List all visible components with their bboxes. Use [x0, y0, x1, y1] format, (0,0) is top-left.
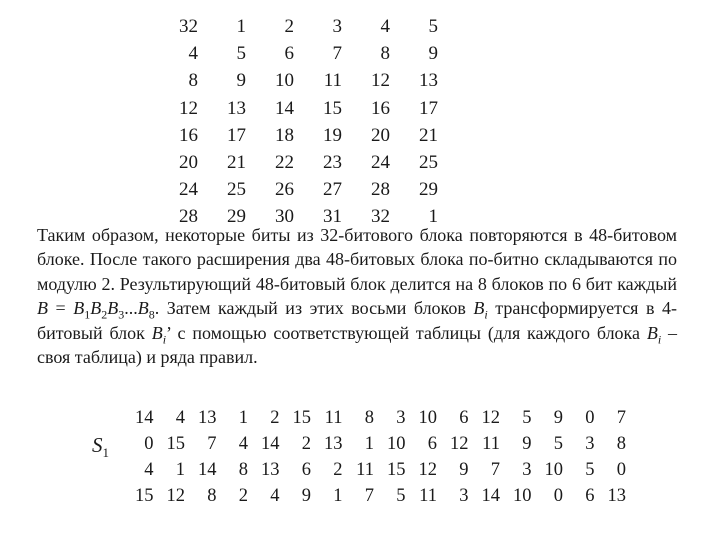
expansion-cell: 32	[371, 206, 390, 228]
expansion-cell: 25	[227, 179, 246, 201]
sbox-cell: 9	[459, 460, 469, 480]
sbox-cell: 0	[616, 460, 626, 480]
sbox-cell: 12	[166, 486, 185, 506]
description-paragraph	[37, 223, 677, 369]
sbox-row	[122, 405, 626, 431]
expansion-cell: 13	[227, 97, 246, 119]
sbox-cell: 3	[396, 408, 406, 428]
expansion-row	[168, 40, 438, 67]
sbox-cell: 8	[364, 408, 374, 428]
expansion-cell: 18	[275, 124, 294, 146]
expansion-cell: 20	[371, 124, 390, 146]
expansion-cell: 4	[188, 43, 198, 65]
sbox-cell: 12	[418, 460, 437, 480]
expansion-cell: 7	[332, 43, 342, 65]
sbox-row	[122, 457, 626, 483]
sbox-cell: 0	[553, 486, 563, 506]
expansion-cell: 16	[371, 97, 390, 119]
expansion-cell: 6	[284, 43, 294, 65]
expansion-cell: 16	[179, 124, 198, 146]
sbox-cell: 14	[481, 486, 500, 506]
sbox-cell: 4	[238, 434, 248, 454]
sbox-cell: 10	[544, 460, 563, 480]
sbox-row	[122, 483, 626, 509]
expansion-cell: 10	[275, 70, 294, 92]
sbox-cell: 5	[553, 434, 563, 454]
sbox-cell: 4	[270, 486, 280, 506]
expansion-cell: 13	[419, 70, 438, 92]
sbox-cell: 11	[482, 434, 500, 454]
expansion-cell: 24	[371, 152, 390, 174]
sbox-cell: 5	[396, 486, 406, 506]
expansion-cell: 28	[179, 206, 198, 228]
sbox-cell: 11	[324, 408, 343, 428]
expansion-cell: 5	[428, 16, 438, 37]
sbox-cell: 5	[522, 408, 532, 428]
expansion-cell: 19	[323, 124, 342, 146]
sbox-cell: 7	[490, 460, 500, 480]
expansion-cell: 9	[428, 43, 438, 65]
sbox-cell: 1	[238, 408, 248, 428]
sbox-cell: 2	[238, 486, 248, 506]
sbox-cell: 15	[292, 408, 311, 428]
expansion-cell: 28	[371, 179, 390, 201]
sbox-cell: 1	[364, 434, 374, 454]
expansion-row	[168, 13, 438, 40]
sbox-cell: 14	[198, 460, 217, 480]
expansion-cell: 15	[323, 97, 342, 119]
sbox-cell: 7	[207, 434, 217, 454]
sbox-cell: 13	[607, 486, 626, 506]
expansion-cell: 21	[419, 124, 438, 146]
sbox-cell: 13	[261, 460, 280, 480]
sbox-cell: 1	[175, 460, 185, 480]
expansion-cell: 1	[428, 206, 438, 228]
expansion-cell: 8	[380, 43, 390, 65]
sbox-cell: 3	[522, 460, 532, 480]
sbox-cell: 2	[301, 434, 311, 454]
sbox-cell: 7	[616, 408, 626, 428]
expansion-cell: 20	[179, 152, 198, 174]
expansion-cell: 5	[236, 43, 246, 65]
expansion-row	[168, 149, 438, 176]
sbox-cell: 4	[175, 408, 185, 428]
expansion-row	[168, 67, 438, 94]
sbox-cell: 13	[324, 434, 343, 454]
sbox-cell: 0	[585, 408, 595, 428]
expansion-row	[168, 122, 438, 149]
sbox-cell: 0	[144, 434, 154, 454]
sbox-cell: 8	[207, 486, 217, 506]
expansion-cell: 1	[236, 16, 246, 37]
expansion-cell: 17	[227, 124, 246, 146]
sbox-cell: 5	[585, 460, 595, 480]
expansion-cell: 21	[227, 152, 246, 174]
sbox-cell: 1	[333, 486, 343, 506]
paragraph-text: Таким образом, некоторые биты из 32-битового блока повторяются в 48-битовом блоке. После такого расширения два 48-битовых блока по-битно складываются по модулю 2. Результирующий 48-битовый блок делится на 8 блоков по 6 бит каждый $B = B_1B_2B_3...B_8$. Затем каждый из этих восьми блоков $B_i$ трансформируется в 4-битовый блок $B_i$’ с помощью соответствующей таблицы (для каждого блока $B_i$ – своя таблица) и ряда правил.	[37, 225, 677, 368]
sbox-cell: 8	[238, 460, 248, 480]
expansion-cell: 25	[419, 152, 438, 174]
expansion-cell: 30	[275, 206, 294, 228]
expansion-cell: 11	[323, 70, 342, 92]
expansion-cell: 2	[284, 16, 294, 37]
sbox-cell: 9	[301, 486, 311, 506]
sbox-cell: 6	[585, 486, 595, 506]
expansion-cell: 26	[275, 179, 294, 201]
expansion-cell: 23	[323, 152, 342, 174]
sbox-cell: 12	[450, 434, 469, 454]
sbox-cell: 14	[135, 408, 154, 428]
expansion-cell: 32	[179, 16, 198, 37]
sbox-cell: 3	[459, 486, 469, 506]
sbox-cell: 10	[387, 434, 406, 454]
expansion-cell: 27	[323, 179, 342, 201]
sbox-cell: 15	[387, 460, 406, 480]
sbox-cell: 11	[356, 460, 374, 480]
sbox-cell: 6	[427, 434, 437, 454]
expansion-cell: 24	[179, 179, 198, 201]
expansion-cell: 17	[419, 97, 438, 119]
sbox-cell: 7	[364, 486, 374, 506]
expansion-cell: 29	[227, 206, 246, 228]
sbox-cell: 10	[513, 486, 532, 506]
expansion-cell: 3	[332, 16, 342, 37]
sbox-cell: 4	[144, 460, 154, 480]
sbox-cell: 13	[198, 408, 217, 428]
sbox-cell: 8	[616, 434, 626, 454]
expansion-cell: 12	[179, 97, 198, 119]
expansion-cell: 12	[371, 70, 390, 92]
sbox-cell: 2	[333, 460, 343, 480]
sbox-table	[122, 405, 626, 509]
expansion-cell: 31	[323, 206, 342, 228]
expansion-cell: 9	[236, 70, 246, 92]
expansion-cell: 22	[275, 152, 294, 174]
expansion-cell: 8	[188, 70, 198, 92]
expansion-cell: 14	[275, 97, 294, 119]
sbox-label: $S_1$	[92, 433, 109, 461]
sbox-cell: 11	[419, 486, 437, 506]
sbox-cell: 10	[418, 408, 437, 428]
sbox-cell: 2	[270, 408, 280, 428]
expansion-row	[168, 95, 438, 122]
sbox-cell: 12	[481, 408, 500, 428]
expansion-cell: 4	[380, 16, 390, 37]
sbox-cell: 9	[553, 408, 563, 428]
sbox-cell: 6	[301, 460, 311, 480]
sbox-cell: 15	[166, 434, 185, 454]
expansion-row	[168, 176, 438, 203]
expansion-table	[168, 13, 438, 231]
sbox-row	[122, 431, 626, 457]
expansion-cell: 29	[419, 179, 438, 201]
sbox-cell: 15	[135, 486, 154, 506]
sbox-cell: 3	[585, 434, 595, 454]
sbox-cell: 9	[522, 434, 532, 454]
sbox-cell: 14	[261, 434, 280, 454]
sbox-cell: 6	[459, 408, 469, 428]
